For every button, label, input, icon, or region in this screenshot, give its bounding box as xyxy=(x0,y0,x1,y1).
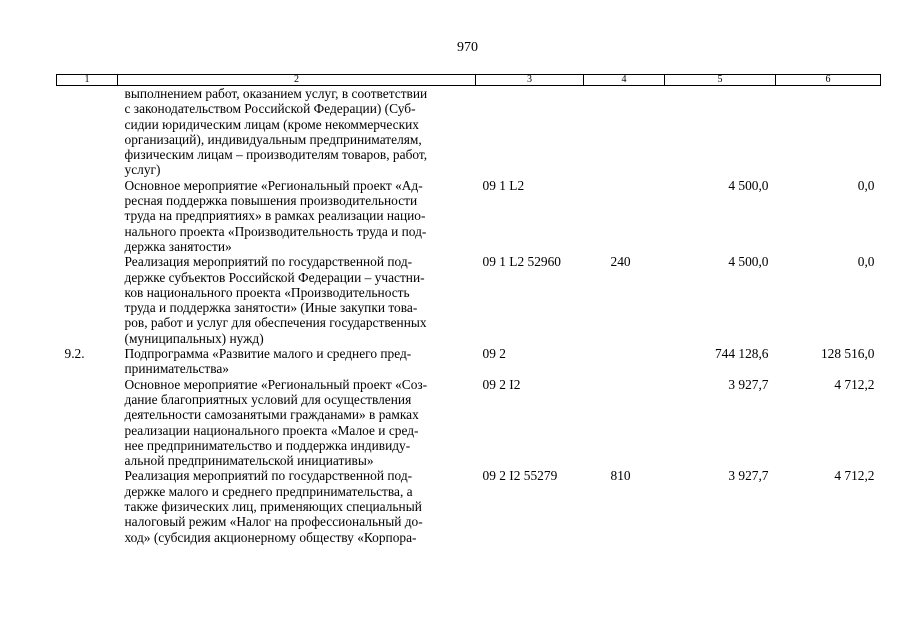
row-code: 09 2 I2 55279 xyxy=(482,468,558,484)
row-name-line: физическим лицам – производителям товаров, работ, xyxy=(124,147,428,163)
row-number xyxy=(57,254,118,346)
row-name-line: держке малого и среднего предпринимательства, а xyxy=(124,483,413,499)
table-row xyxy=(57,178,881,254)
table-row xyxy=(57,468,881,544)
row-amount-col5: 744 128,6 xyxy=(714,346,769,362)
row-expense-type: 240 xyxy=(610,254,631,270)
row-amount-col6: 128 516,0 xyxy=(820,346,875,362)
column-header-5: 5 xyxy=(665,75,776,86)
table-row xyxy=(57,254,881,346)
row-name xyxy=(118,346,476,377)
row-name-line: нее предпринимательство и поддержка индивиду- xyxy=(124,437,411,453)
row-name-line: с законодательством Российской Федерации) (Суб- xyxy=(124,101,416,117)
row-name-line: держке субъектов Российской Федерации – участни- xyxy=(124,269,425,285)
row-name-line: Основное мероприятие «Региональный проект «Соз- xyxy=(124,376,428,392)
row-number xyxy=(57,468,118,544)
budget-table xyxy=(56,74,881,545)
row-name-line: ресная поддержка повышения производительности xyxy=(124,193,418,209)
row-name-line: сидии юридическим лицам (кроме некоммерческих xyxy=(124,116,419,132)
row-name-line: (муниципальных) нужд) xyxy=(124,330,264,346)
row-name-line: альной предпринимательской инициативы» xyxy=(124,453,374,469)
row-name-line: ков национального проекта «Производительность xyxy=(124,284,410,300)
row-name xyxy=(118,86,476,178)
row-name xyxy=(118,178,476,254)
row-name-line: также физических лиц, применяющих специальный xyxy=(124,499,422,515)
row-code: 09 2 xyxy=(482,346,506,362)
row-amount-col5: 3 927,7 xyxy=(728,468,769,484)
row-amount-col6: 0,0 xyxy=(857,254,875,270)
row-name-line: деятельности самозанятыми гражданами» в рамках xyxy=(124,407,419,423)
table-row xyxy=(57,346,881,377)
row-expense-type xyxy=(584,377,665,469)
page-number: 970 xyxy=(457,40,478,55)
column-header-2: 2 xyxy=(118,75,476,86)
row-expense-type xyxy=(584,86,665,178)
row-name-line: труда на предприятиях» в рамках реализации нацио- xyxy=(124,208,426,224)
row-name-line: держка занятости» xyxy=(124,238,232,254)
row-name-line: Реализация мероприятий по государственной под- xyxy=(124,254,413,270)
row-name-line: принимательства» xyxy=(124,361,230,377)
row-name-line: труда и поддержка занятости» (Иные закупки това- xyxy=(124,300,418,316)
row-name-line: дание благоприятных условий для осуществления xyxy=(124,391,412,407)
row-expense-type xyxy=(584,346,665,377)
row-name-line: налоговый режим «Налог на профессиональный до- xyxy=(124,514,423,530)
row-code: 09 1 L2 xyxy=(482,177,525,193)
row-expense-type xyxy=(584,178,665,254)
row-code: 09 2 I2 xyxy=(482,376,521,392)
table-row xyxy=(57,377,881,469)
row-number: 9.2. xyxy=(64,346,85,362)
row-name-line: Подпрограмма «Развитие малого и среднего пред- xyxy=(124,346,412,362)
column-header-3: 3 xyxy=(476,75,584,86)
row-number xyxy=(57,86,118,178)
row-amount-col5 xyxy=(665,86,776,178)
row-name-line: выполнением работ, оказанием услуг, в соответствии xyxy=(124,86,428,101)
row-name xyxy=(118,377,476,469)
row-code: 09 1 L2 52960 xyxy=(482,254,561,270)
row-name-line: Основное мероприятие «Региональный проект «Ад- xyxy=(124,177,423,193)
row-name-line: Реализация мероприятий по государственной под- xyxy=(124,468,413,484)
column-header-1: 1 xyxy=(57,75,118,86)
table-row xyxy=(57,86,881,178)
row-amount-col6: 4 712,2 xyxy=(834,376,875,392)
row-amount-col5: 3 927,7 xyxy=(728,376,769,392)
row-number xyxy=(57,377,118,469)
row-amount-col6: 4 712,2 xyxy=(834,468,875,484)
row-name-line: ров, работ и услуг для обеспечения государственных xyxy=(124,315,427,331)
row-name xyxy=(118,468,476,544)
row-name xyxy=(118,254,476,346)
row-amount-col5: 4 500,0 xyxy=(728,177,769,193)
column-header-4: 4 xyxy=(584,75,665,86)
row-amount-col5: 4 500,0 xyxy=(728,254,769,270)
row-amount-col6: 0,0 xyxy=(857,177,875,193)
row-name-line: услуг) xyxy=(124,162,161,178)
column-header-6: 6 xyxy=(776,75,881,86)
row-name-line: ход» (субсидия акционерному обществу «Корпора- xyxy=(124,529,417,545)
table-header xyxy=(57,75,881,86)
row-number xyxy=(57,178,118,254)
header-row xyxy=(57,75,881,86)
table-body xyxy=(57,86,881,545)
row-amount-col6 xyxy=(776,86,881,178)
row-expense-type: 810 xyxy=(610,468,631,484)
row-name-line: нального проекта «Производительность труда и под- xyxy=(124,223,427,239)
row-name-line: организаций), индивидуальным предпринимателям, xyxy=(124,131,422,147)
row-name-line: реализации национального проекта «Малое и сред- xyxy=(124,422,419,438)
row-code xyxy=(476,86,584,178)
